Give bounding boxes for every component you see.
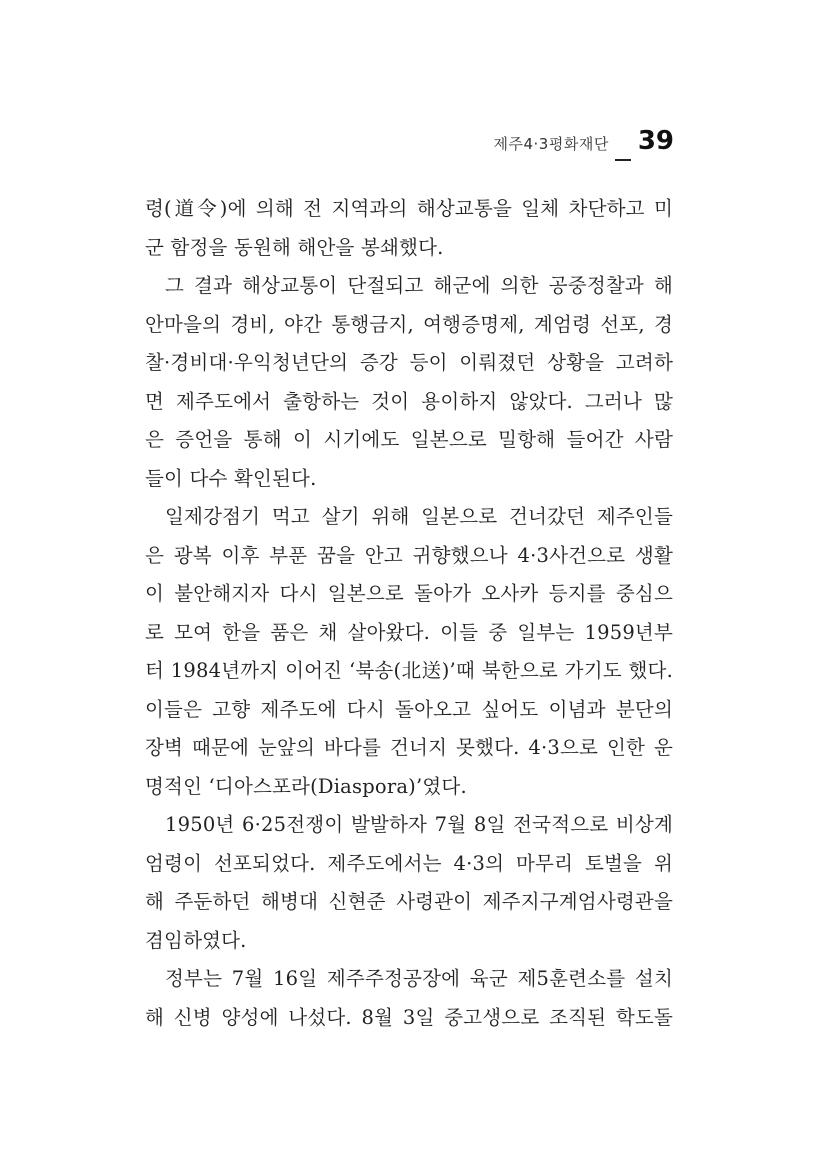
text-line: 그 결과 해상교통이 단절되고 해군에 의한 공중정찰과 해 xyxy=(165,274,673,297)
text-line: 해 신병 양성에 나섰다. 8월 3일 중고생으로 조직된 학도돌 xyxy=(145,1005,673,1029)
paragraph-4 xyxy=(145,806,673,960)
text-line: 들이 다수 확인된다. xyxy=(145,466,317,490)
text-line: 1950년 6·25전쟁이 발발하자 7월 8일 전국적으로 비상계 xyxy=(165,813,673,836)
text-line: 명적인 ‘디아스포라(Diaspora)’였다. xyxy=(145,774,467,798)
paragraph-1 xyxy=(145,190,673,267)
text-line: 이들은 고향 제주도에 다시 돌아오고 싶어도 이념과 분단의 xyxy=(145,697,673,721)
body-text xyxy=(145,190,673,1037)
text-line: 면 제주도에서 출항하는 것이 용이하지 않았다. 그러나 많 xyxy=(145,389,673,413)
paragraph-3 xyxy=(145,498,673,806)
text-line: 찰·경비대·우익청년단의 증강 등이 이뤄졌던 상황을 고려하 xyxy=(145,351,673,374)
text-line: 안마을의 경비, 야간 통행금지, 여행증명제, 계엄령 선포, 경 xyxy=(145,312,673,336)
text-line: 터 1984년까지 이어진 ‘북송(北送)’때 북한으로 가기도 했다. xyxy=(145,659,673,682)
text-line: 은 광복 이후 부푼 꿈을 안고 귀향했으나 4·3사건으로 생활 xyxy=(145,543,673,567)
text-line: 장벽 때문에 눈앞의 바다를 건너지 못했다. 4·3으로 인한 운 xyxy=(145,736,673,759)
text-line: 이 불안해지자 다시 일본으로 돌아가 오사카 등지를 중심으 xyxy=(145,582,673,605)
text-line: 정부는 7월 16일 제주주정공장에 육군 제5훈련소를 설치 xyxy=(165,967,673,990)
text-line: 겸임하였다. xyxy=(145,928,247,952)
header-rule xyxy=(615,159,631,161)
paragraph-2 xyxy=(145,267,673,498)
page-number: 39 xyxy=(637,126,674,156)
text-line: 일제강점기 먹고 살기 위해 일본으로 건너갔던 제주인들 xyxy=(165,505,673,528)
text-line: 해 주둔하던 해병대 신현준 사령관이 제주지구계엄사령관을 xyxy=(145,890,673,913)
text-line: 은 증언을 통해 이 시기에도 일본으로 밀항해 들어간 사람 xyxy=(145,428,673,451)
text-line: 령(道令)에 의해 전 지역과의 해상교통을 일체 차단하고 미 xyxy=(145,197,673,220)
text-line: 엄령이 선포되었다. 제주도에서는 4·3의 마무리 토벌을 위 xyxy=(145,851,673,875)
header-title: 제주4·3평화재단 xyxy=(493,135,609,153)
paragraph-5 xyxy=(145,960,673,1037)
text-line: 로 모여 한을 품은 채 살아왔다. 이들 중 일부는 1959년부 xyxy=(145,620,673,644)
text-line: 군 함정을 동원해 해안을 봉쇄했다. xyxy=(145,235,444,259)
running-header xyxy=(494,128,674,164)
